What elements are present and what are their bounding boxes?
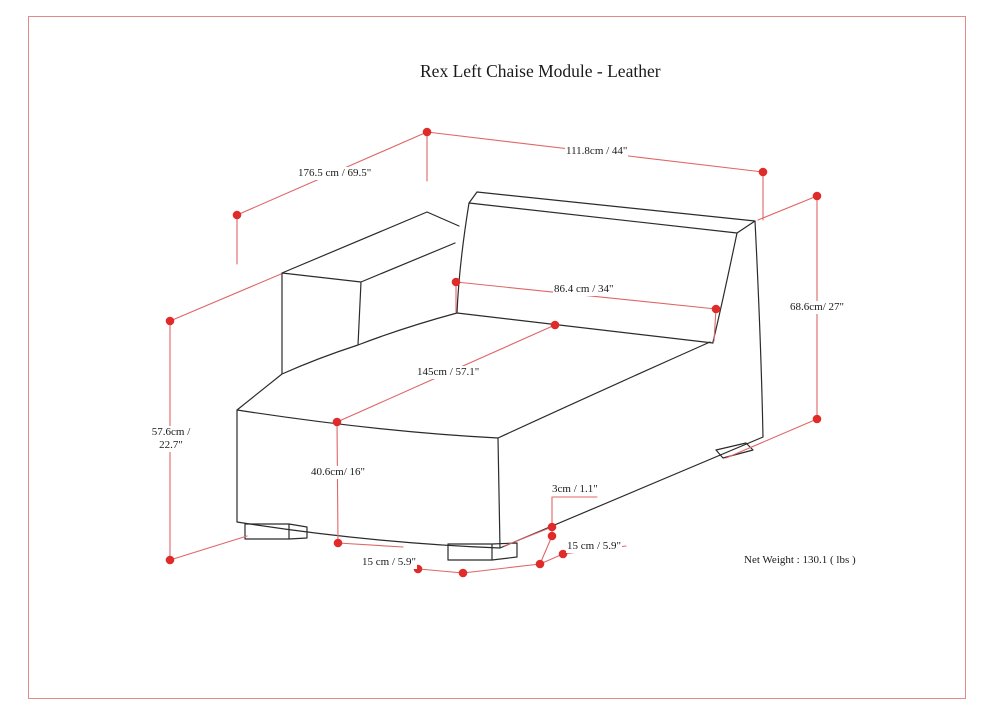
dimension-point [459, 569, 468, 578]
dimension-point [166, 556, 175, 565]
dimension-point [813, 192, 822, 201]
dimension-lines [170, 132, 817, 573]
dimension-label-arm-height [143, 426, 199, 452]
net-weight-text: Net Weight : 130.1 ( lbs ) [744, 554, 856, 566]
dimension-point [813, 415, 822, 424]
dimension-label-arm-height-line1: 57.6cm / [151, 426, 191, 438]
dimension-point [166, 317, 175, 326]
dimension-point [536, 560, 545, 569]
dimension-point [334, 539, 343, 548]
dimension-label-overall-height: 68.6cm/ 27" [790, 301, 844, 313]
chaise-body-outline [237, 192, 763, 548]
dimension-label-overall-depth: 176.5 cm / 69.5" [298, 167, 372, 179]
dimension-point [548, 532, 557, 541]
dimension-point [712, 305, 721, 314]
dimension-point [759, 168, 768, 177]
dimension-point [233, 211, 242, 220]
dimension-label-seat-length: 145cm / 57.1" [417, 366, 480, 378]
dimension-point [548, 523, 557, 532]
dimension-label-overall-width: 111.8cm / 44" [566, 145, 628, 157]
dimension-line-path [170, 132, 817, 573]
dimension-label-seat-height: 40.6cm/ 16" [311, 466, 365, 478]
dimension-point [423, 128, 432, 137]
chaise-outline [237, 192, 763, 560]
dimension-label-leg-inset-front: 15 cm / 5.9" [362, 556, 416, 568]
dimension-label-arm-height-line2: 22.7" [159, 439, 183, 451]
page-title: Rex Left Chaise Module - Leather [420, 61, 661, 81]
dimension-label-leg-inset-side: 15 cm / 5.9" [567, 540, 621, 552]
dimension-point [452, 278, 461, 287]
dimension-point [333, 418, 342, 427]
dimension-label-leg-height: 3cm / 1.1" [552, 483, 598, 495]
dimension-point [551, 321, 560, 330]
dimension-label-back-width: 86.4 cm / 34" [554, 283, 614, 295]
